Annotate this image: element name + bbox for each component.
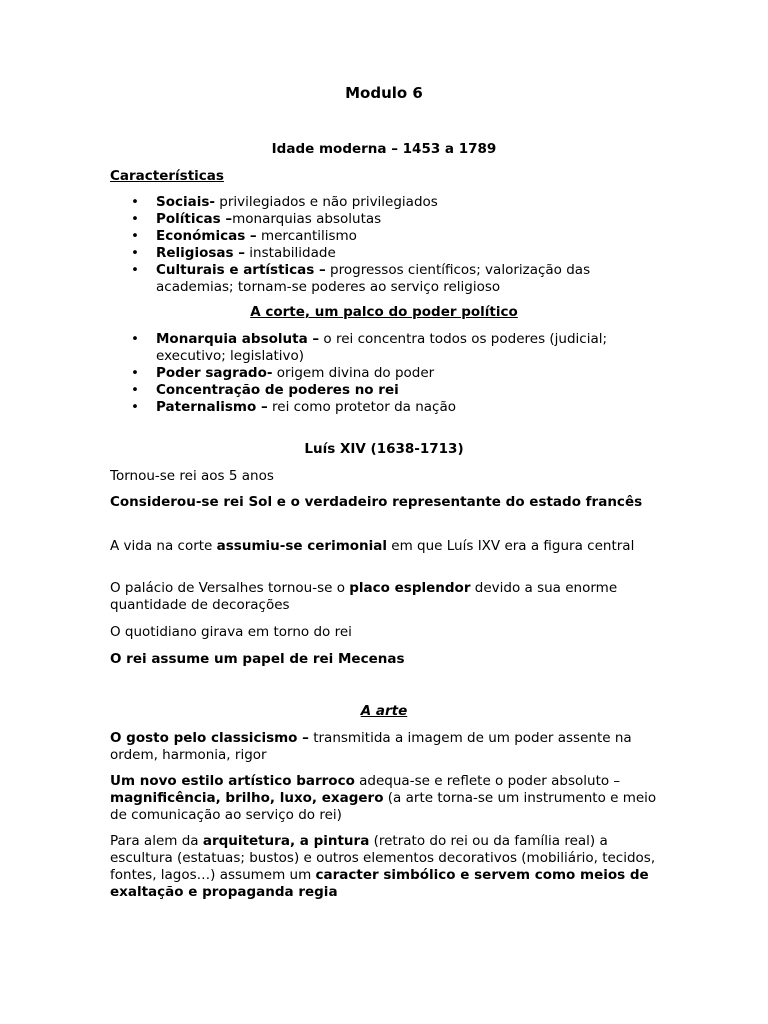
- bullet-icon: •: [131, 262, 139, 278]
- list-item: • Culturais e artísticas – progressos científicos; valorização das academias; tornam-se poderes ao serviço religioso: [131, 262, 591, 295]
- page-title: Modulo 6: [345, 84, 423, 102]
- paragraph-barroco: Um novo estilo artístico barroco adequa-se e reflete o poder absoluto – magnificência, brilho, luxo, exagero (a arte torna-se um instrumento e meio de comunicação ao serviço do rei): [110, 773, 657, 823]
- caracteristicas-list: [110, 194, 658, 296]
- list-item: • Poder sagrado- origem divina do poder: [131, 365, 435, 381]
- bullet-icon: •: [131, 365, 139, 381]
- list-item: • Paternalismo – rei como protetor da nação: [131, 399, 456, 415]
- paragraph-arquitetura: Para alem da arquitetura, a pintura (retrato do rei ou da família real) a escultura (estatuas; bustos) e outros elementos decorativos (mobiliário, tecidos, fontes, lagos…) assumem um caracter simbólico e servem como meios de exaltação e propaganda regia: [110, 833, 656, 900]
- bullet-icon: •: [131, 211, 139, 227]
- bullet-icon: •: [131, 245, 139, 261]
- list-item: • Sociais- privilegiados e não privilegiados: [131, 194, 438, 210]
- paragraph-rei-sol: Considerou-se rei Sol e o verdadeiro representante do estado francês: [110, 494, 643, 510]
- bullet-icon: •: [131, 228, 139, 244]
- bullet-icon: •: [131, 382, 139, 398]
- bullet-icon: •: [131, 194, 139, 210]
- corte-list: [110, 331, 658, 416]
- list-item: • Religiosas – instabilidade: [131, 245, 336, 261]
- list-item: • Monarquia absoluta – o rei concentra todos os poderes (judicial; executivo; legislativo): [131, 331, 608, 364]
- list-item: • Políticas –monarquias absolutas: [131, 211, 382, 227]
- section-heading-corte: A corte, um palco do poder político: [250, 304, 518, 320]
- section-heading-idade-moderna: Idade moderna – 1453 a 1789: [271, 141, 497, 157]
- section-heading-arte: A arte: [360, 703, 408, 719]
- paragraph-versalhes: O palácio de Versalhes tornou-se o placo esplendor devido a sua enorme quantidade de decorações: [110, 580, 618, 613]
- paragraph-tornou-se: Tornou-se rei aos 5 anos: [110, 468, 274, 484]
- paragraph-quotidiano: O quotidiano girava em torno do rei: [110, 624, 352, 640]
- list-item: • Concentração de poderes no rei: [131, 382, 399, 398]
- bullet-icon: •: [131, 399, 139, 415]
- paragraph-classicismo: O gosto pelo classicismo – transmitida a imagem de um poder assente na ordem, harmonia, rigor: [110, 730, 632, 763]
- paragraph-mecenas: O rei assume um papel de rei Mecenas: [110, 651, 405, 667]
- subheading-caracteristicas: Características: [110, 168, 224, 184]
- list-item: • Económicas – mercantilismo: [131, 228, 357, 244]
- section-heading-luis-xiv: Luís XIV (1638-1713): [304, 441, 464, 457]
- bullet-icon: •: [131, 331, 139, 347]
- paragraph-vida-corte: A vida na corte assumiu-se cerimonial em que Luís IXV era a figura central: [110, 538, 635, 554]
